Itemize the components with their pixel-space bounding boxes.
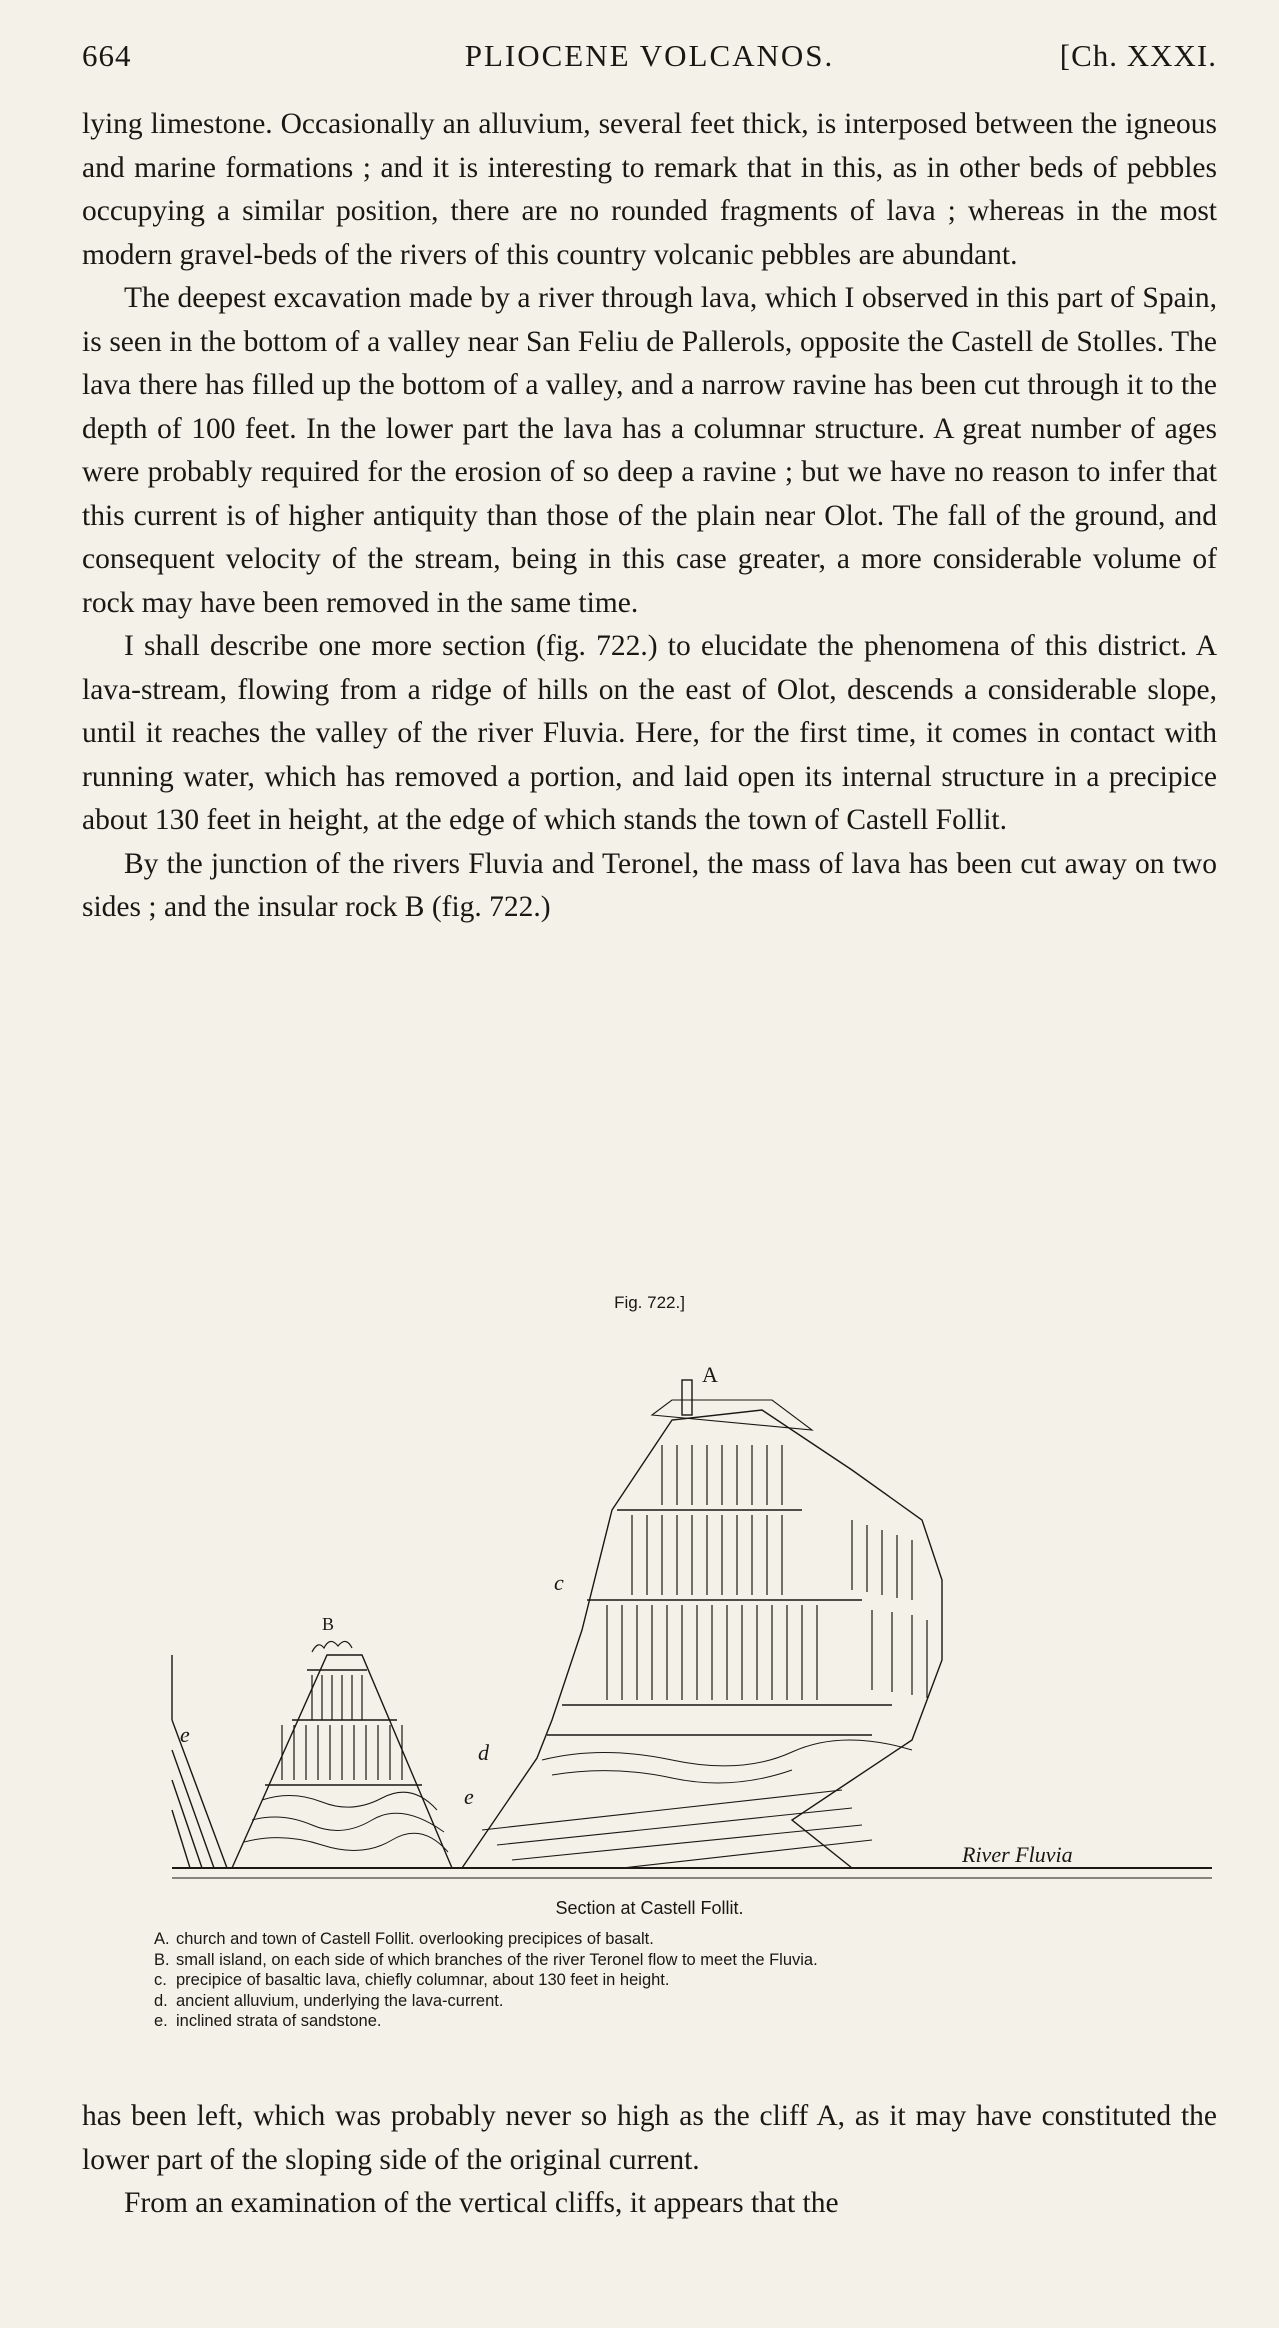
island-rock-b (232, 1641, 452, 1868)
section-figure (152, 1320, 1222, 1890)
body-text-top (82, 103, 1217, 930)
legend-key: e. (154, 2012, 168, 2030)
legend-key: c. (154, 1971, 167, 1989)
legend-row (154, 1970, 1154, 1991)
letter-e-left: e (180, 1722, 190, 1747)
legend-row (154, 1991, 1154, 2012)
letter-a: A (702, 1362, 718, 1387)
legend-text: precipice of basaltic lava, chiefly columnar, about 130 feet in height. (176, 1971, 670, 1989)
paragraph: has been left, which was probably never so high as the cliff A, as it may have constituted the lower part of the sloping side of the original current. (82, 2100, 1217, 2176)
legend-key: d. (154, 1991, 168, 2010)
paragraph: From an examination of the vertical cliffs, it appears that the (124, 2187, 839, 2219)
paragraph: lying limestone. Occasionally an alluvium, several feet thick, is interposed between the igneous and marine formations ; and it is interesting to remark that in this, as in other beds of pebbles occupying a similar position, there are no rounded fragments of lava ; whereas in the most modern gravel-beds of the rivers of this country volcanic pebbles are abundant. (82, 108, 1217, 271)
legend-key: A. (154, 1930, 170, 1948)
cliff-a (462, 1380, 942, 1868)
river-label: River Fluvia (962, 1842, 1073, 1867)
letter-b: B (322, 1614, 335, 1634)
left-bank (172, 1655, 227, 1868)
paragraph: The deepest excavation made by a river through lava, which I observed in this part of Spain, is seen in the bottom of a valley near San Feliu de Pallerols, opposite the Castell de Stolles. The lava there has filled up the bottom of a valley, and a narrow ravine has been cut through it to the depth of 100 feet. In the lower part the lava has a columnar structure. A great number of ages were probably required for the erosion of so deep a ravine ; but we have no reason to infer that this current is of higher antiquity than those of the plain near Olot. The fall of the ground, and consequent velocity of the stream, being in this case greater, a more considerable volume of rock may have been removed in the same time. (82, 282, 1217, 619)
legend-text: ancient alluvium, underlying the lava-current. (176, 1991, 504, 2010)
figure-caption-title: Section at Castell Follit. (555, 1898, 744, 1918)
paragraph: I shall describe one more section (fig. 722.) to elucidate the phenomena of this district. A lava-stream, flowing from a ridge of hills on the east of Olot, descends a considerable slope, until it reaches the valley of the river Fluvia. Here, for the first time, it comes in contact with running water, which has removed a portion, and laid open its internal structure in a precipice about 130 feet in height, at the edge of which stands the town of Castell Follit. (82, 630, 1217, 836)
legend-text: small island, on each side of which branches of the river Teronel flow to meet the Fluvia. (176, 1950, 818, 1969)
legend-row (154, 2011, 1154, 2032)
figure-label: Fig. 722.] (614, 1293, 685, 1312)
running-title: PLIOCENE VOLCANOS. (464, 38, 835, 73)
body-text-bottom (82, 2095, 1217, 2226)
paragraph: By the junction of the rivers Fluvia and Teronel, the mass of lava has been cut away on two sides ; and the insular rock B (fig. 722.) (82, 847, 1217, 923)
figure-legend (154, 1929, 1154, 2032)
letter-c: c (554, 1570, 564, 1595)
page-number: 664 (82, 38, 132, 73)
letter-e-right: e (464, 1784, 474, 1809)
legend-text: church and town of Castell Follit. overlooking precipices of basalt. (176, 1930, 654, 1948)
legend-key: B. (154, 1950, 170, 1969)
legend-text: inclined strata of sandstone. (176, 2012, 382, 2030)
running-header (82, 38, 1217, 78)
chapter-label: [Ch. XXXI. (1059, 38, 1217, 73)
legend-row (154, 1929, 1154, 1950)
church-tower (682, 1380, 692, 1415)
letter-d: d (478, 1740, 489, 1765)
legend-row (154, 1950, 1154, 1971)
